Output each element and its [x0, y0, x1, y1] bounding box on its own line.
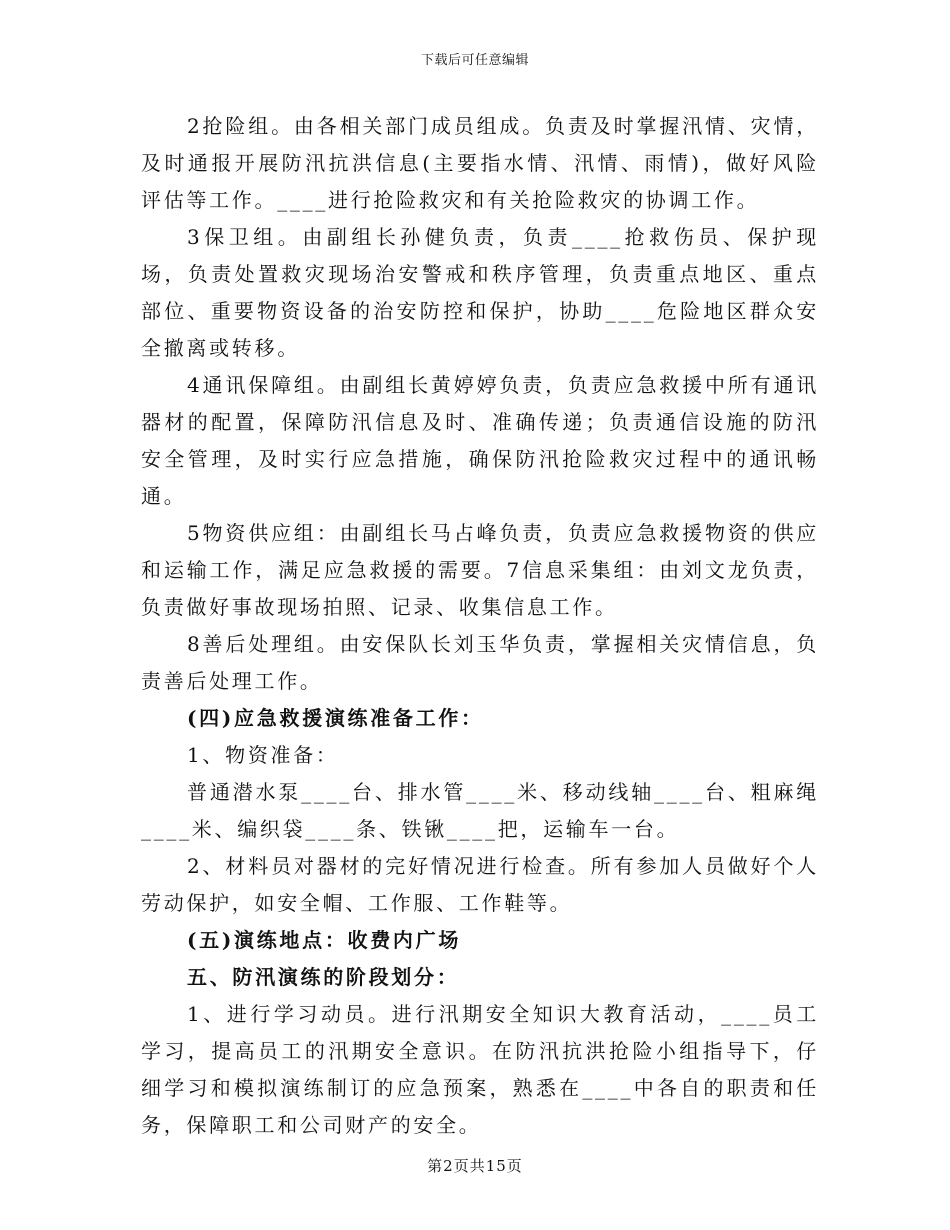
section-heading-phases: 五、防汛演练的阶段划分：	[187, 965, 460, 989]
section-heading-location: (五)演练地点：收费内广场	[187, 928, 462, 952]
document-body	[141, 108, 819, 1144]
paragraph-learning-mobilization: 1、进行学习动员。进行汛期安全知识大教育活动，____员工学习，提高员工的汛期安全意识。在防汛抗洪抢险小组指导下，仔细学习和模拟演练制订的应急预案，熟悉在____中各自的职责和任务，保障职工和公司财产的安全。	[141, 1002, 819, 1137]
header-note: 下载后可任意编辑	[420, 53, 529, 68]
paragraph-communication-team: 4通讯保障组。由副组长黄婷婷负责，负责应急救援中所有通讯器材的配置，保障防汛信息及时、准确传递；负责通信设施的防汛安全管理，及时实行应急措施，确保防汛抢险救灾过程中的通讯畅通。	[141, 373, 819, 508]
subheading-materials: 1、物资准备：	[187, 743, 339, 767]
paragraph-rescue-team: 2抢险组。由各相关部门成员组成。负责及时掌握汛情、灾情，及时通报开展防汛抗洪信息(主要指水情、汛情、雨情)，做好风险评估等工作。____进行抢险救灾和有关抢险救灾的协调工作。	[141, 114, 819, 212]
paragraph-security-team: 3保卫组。由副组长孙健负责，负责____抢救伤员、保护现场，负责处置救灾现场治安警戒和秩序管理，负责重点地区、重点部位、重要物资设备的治安防控和保护，协助____危险地区群众安全撤离或转移。	[141, 225, 819, 360]
section-heading-preparation: (四)应急救援演练准备工作：	[187, 706, 484, 730]
paragraph-aftermath-team: 8善后处理组。由安保队长刘玉华负责，掌握相关灾情信息，负责善后处理工作。	[141, 632, 819, 693]
paragraph-supply-team: 5物资供应组：由副组长马占峰负责，负责应急救援物资的供应和运输工作，满足应急救援的需要。7信息采集组：由刘文龙负责，负责做好事故现场拍照、记录、收集信息工作。	[141, 521, 819, 619]
paragraph-equipment-check: 2、材料员对器材的完好情况进行检查。所有参加人员做好个人劳动保护，如安全帽、工作服、工作鞋等。	[141, 854, 819, 915]
paragraph-materials-list: 普通潜水泵____台、排水管____米、移动线轴____台、粗麻绳____米、编织袋____条、铁锹____把，运输车一台。	[141, 780, 819, 841]
page-number: 第2页共15页	[427, 1157, 523, 1175]
